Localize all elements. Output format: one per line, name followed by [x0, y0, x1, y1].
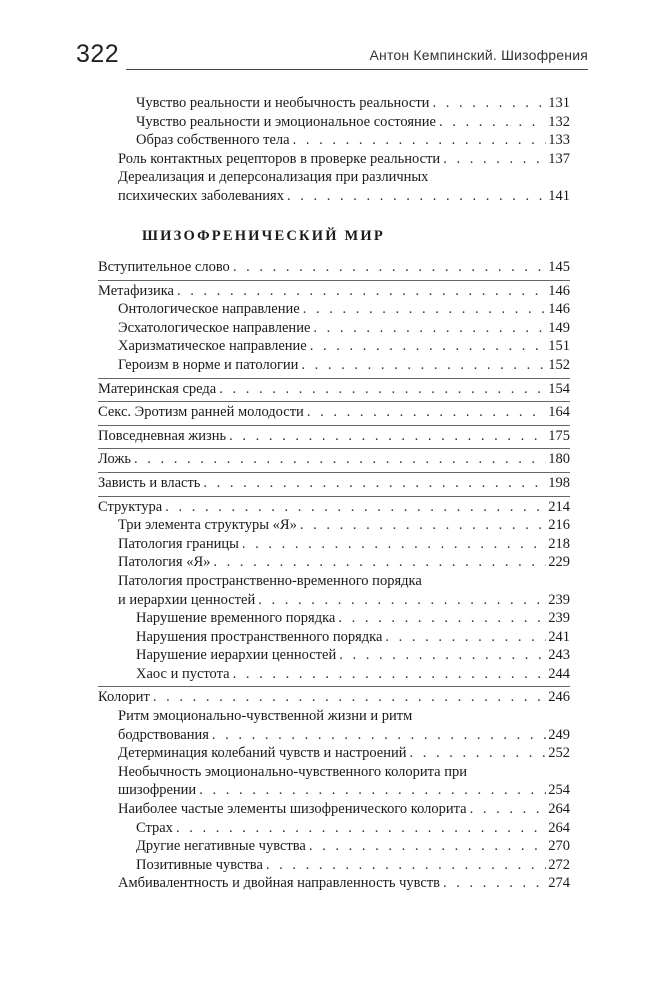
toc-entry-title: Другие негативные чувства: [136, 838, 306, 855]
dot-leader: [470, 800, 547, 819]
toc-entry-title: Роль контактных рецепторов в проверке реальности: [118, 150, 441, 167]
dot-leader: [309, 837, 546, 856]
toc-entry: [98, 535, 570, 554]
dot-leader: [409, 744, 546, 763]
toc-entry-page: 243: [548, 647, 570, 664]
toc-entry-title: Ложь: [98, 451, 131, 468]
dot-leader: [176, 819, 546, 838]
toc-entry-title: Героизм в норме и патологии: [118, 356, 299, 373]
toc-entry-title: Амбивалентность и двойная направленность чувств: [118, 875, 441, 892]
toc-entry: [98, 425, 570, 446]
toc-entry-title-line: Патология пространственно-временного порядка: [118, 572, 422, 589]
toc-entry-title: Чувство реальности и эмоциональное состояние: [136, 113, 436, 130]
toc-entry-page: 131: [548, 95, 570, 111]
dot-leader: [339, 646, 546, 665]
toc-entry: [98, 646, 570, 665]
toc-entry: [98, 300, 570, 319]
toc-entry-page: 264: [548, 801, 570, 818]
toc-entry-page: 252: [548, 745, 570, 762]
dot-leader: [287, 187, 546, 206]
toc-entry-page: 272: [548, 856, 570, 873]
toc-entry: [98, 319, 570, 338]
toc-entry-title: Вступительное слово: [98, 259, 230, 275]
toc-entry: [98, 280, 570, 301]
toc-entry: [98, 94, 570, 113]
toc-entry-page: 133: [548, 132, 570, 149]
toc-entry: [98, 496, 570, 517]
toc-entry-page: 164: [548, 404, 570, 421]
toc-entry-page: 239: [548, 610, 570, 627]
toc-main-block: [98, 258, 570, 893]
dot-leader: [313, 319, 546, 338]
toc-entry: [98, 686, 570, 707]
dot-leader: [338, 609, 546, 628]
toc-entry: [98, 378, 570, 399]
toc-entry: [98, 168, 570, 205]
toc-entry-title: Повседневная жизнь: [98, 427, 227, 444]
toc-entry-title: Нарушение временного порядка: [136, 610, 336, 627]
dot-leader: [233, 665, 547, 684]
toc-entry-title: Харизматическое направление: [118, 338, 307, 355]
toc-entry-page: 239: [548, 591, 570, 608]
dot-leader: [233, 258, 546, 277]
toc-entry-page: 254: [548, 782, 570, 799]
toc-entry-page: 214: [548, 498, 570, 515]
toc-entry-title-line: Дереализация и деперсонализация при различных: [118, 169, 429, 186]
toc-entry-title: Эсхатологическое направление: [118, 319, 311, 336]
dot-leader: [203, 474, 546, 493]
running-title: Антон Кемпинский. Шизофрения: [369, 47, 588, 63]
toc-entry-title: Секс. Эротизм ранней молодости: [98, 404, 304, 421]
toc-entry-title: шизофрении: [118, 782, 197, 799]
toc-entry-title: бодрствования: [118, 726, 209, 743]
dot-leader: [293, 131, 547, 150]
toc-entry-page: 198: [548, 474, 570, 491]
toc-entry-page: 149: [548, 319, 570, 336]
toc-entry-page: 146: [548, 301, 570, 318]
dot-leader: [432, 94, 546, 113]
toc-entry-title: Патология «Я»: [118, 554, 211, 571]
toc-entry-title: Наиболее частые элементы шизофренического колорита: [118, 801, 467, 818]
dot-leader: [177, 282, 546, 301]
toc-entry: [98, 356, 570, 375]
dot-leader: [212, 726, 546, 745]
toc-entry-page: 137: [548, 150, 570, 167]
toc-entry: [98, 856, 570, 875]
toc-entry-page: 216: [548, 517, 570, 534]
dot-leader: [258, 591, 546, 610]
dot-leader: [266, 856, 546, 875]
toc-entry-title: Колорит: [98, 689, 150, 706]
header-rule: [126, 69, 588, 70]
toc-entry-page: 141: [548, 187, 570, 204]
toc-entry-title: Материнская среда: [98, 380, 217, 397]
dot-leader: [219, 380, 546, 399]
toc-entry-title: Нарушение иерархии ценностей: [136, 647, 337, 664]
toc-entry: [98, 448, 570, 469]
toc-entry-title: Хаос и пустота: [136, 665, 230, 682]
toc-entry-title: Патология границы: [118, 535, 239, 552]
toc-entry: [98, 609, 570, 628]
dot-leader: [165, 498, 546, 517]
toc-entry: [98, 150, 570, 169]
toc-entry-title: Онтологическое направление: [118, 301, 300, 318]
dot-leader: [439, 113, 546, 132]
toc-entry-page: 151: [548, 338, 570, 355]
toc-entry-title: Детерминация колебаний чувств и настроений: [118, 745, 407, 762]
dot-leader: [385, 628, 546, 647]
toc-entry: [98, 819, 570, 838]
toc-entry: [98, 744, 570, 763]
toc-entry: [98, 401, 570, 422]
toc-entry-title: Образ собственного тела: [136, 132, 290, 149]
dot-leader: [213, 553, 546, 572]
toc-entry: [98, 258, 570, 277]
toc-entry-title: и иерархии ценностей: [118, 591, 256, 608]
dot-leader: [443, 874, 546, 893]
dot-leader: [229, 427, 546, 446]
page-header: [76, 38, 588, 72]
toc-entry-page: 241: [548, 628, 570, 645]
toc-entry-page: 218: [548, 535, 570, 552]
dot-leader: [199, 781, 546, 800]
toc-entry-page: 246: [548, 689, 570, 706]
toc-entry: [98, 516, 570, 535]
dot-leader: [134, 450, 546, 469]
toc-entry-title: Страх: [136, 819, 173, 836]
toc-entry: [98, 113, 570, 132]
toc-entry-title: Зависть и власть: [98, 474, 201, 491]
toc-entry: [98, 628, 570, 647]
toc-entry-title-line: Необычность эмоционально-чувственного колорита при: [118, 763, 467, 780]
dot-leader: [307, 403, 546, 422]
toc-entry-title: Метафизика: [98, 282, 174, 299]
toc-entry-title: Структура: [98, 498, 163, 515]
toc-entry: [98, 665, 570, 684]
dot-leader: [303, 300, 547, 319]
toc-entry-page: 244: [548, 665, 570, 682]
toc-entry-page: 249: [548, 726, 570, 743]
dot-leader: [153, 688, 546, 707]
toc-entry-page: 180: [548, 451, 570, 468]
section-heading: ШИЗОФРЕНИЧЕСКИЙ МИР: [142, 228, 385, 244]
toc-entry-title: Три элемента структуры «Я»: [118, 517, 297, 534]
toc-entry: [98, 131, 570, 150]
toc-entry-title: Чувство реальности и необычность реальности: [136, 95, 430, 111]
toc-entry: [98, 874, 570, 893]
toc-entry-page: 229: [548, 554, 570, 571]
toc-entry-page: 132: [548, 113, 570, 130]
toc-entry-title: психических заболеваниях: [118, 187, 284, 204]
toc-entry: [98, 763, 570, 800]
toc-entry-title: Позитивные чувства: [136, 856, 263, 873]
toc-entry-page: 145: [548, 259, 570, 275]
toc-entry-page: 274: [548, 875, 570, 892]
dot-leader: [443, 150, 546, 169]
toc-entry-page: 264: [548, 819, 570, 836]
toc-top-block: [98, 94, 570, 206]
toc-entry: [98, 800, 570, 819]
toc-entry-page: 152: [548, 356, 570, 373]
toc-entry-page: 146: [548, 282, 570, 299]
dot-leader: [310, 337, 547, 356]
toc-entry: [98, 707, 570, 744]
toc-entry: [98, 337, 570, 356]
toc-entry-title-line: Ритм эмоционально-чувственной жизни и ритм: [118, 708, 413, 725]
toc-entry: [98, 553, 570, 572]
toc-entry: [98, 572, 570, 609]
toc-entry: [98, 472, 570, 493]
toc-entry-title: Нарушения пространственного порядка: [136, 628, 383, 645]
dot-leader: [300, 516, 546, 535]
dot-leader: [301, 356, 546, 375]
toc-entry: [98, 837, 570, 856]
dot-leader: [242, 535, 546, 554]
toc-entry-page: 270: [548, 838, 570, 855]
page-number: 322: [76, 40, 120, 68]
toc-entry-page: 175: [548, 427, 570, 444]
toc-entry-page: 154: [548, 380, 570, 397]
